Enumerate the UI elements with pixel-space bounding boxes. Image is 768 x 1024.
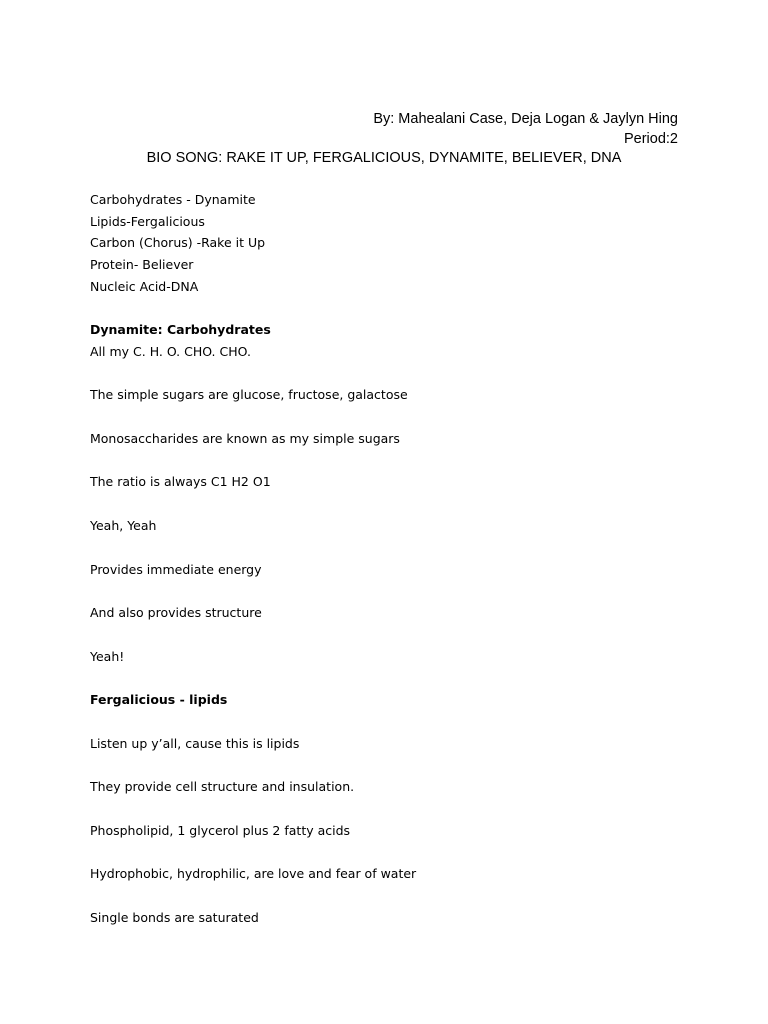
lyric-line: Listen up y’all, cause this is lipids xyxy=(90,736,300,751)
period-line: Period:2 xyxy=(623,131,678,147)
lyric-line: Monosaccharides are known as my simple sugars xyxy=(90,431,400,446)
authors-line: By: Mahealani Case, Deja Logan & Jaylyn Hing xyxy=(373,111,678,127)
lyric-line: Provides immediate energy xyxy=(90,562,262,577)
song-list-item: Lipids-Fergalicious xyxy=(90,214,205,229)
lyric-line: All my C. H. O. CHO. CHO. xyxy=(90,344,251,359)
lyric-line: They provide cell structure and insulation. xyxy=(90,779,355,794)
section-heading-fergalicious: Fergalicious - lipids xyxy=(90,692,228,707)
section-heading-dynamite: Dynamite: Carbohydrates xyxy=(90,322,271,337)
lyric-line: Yeah, Yeah xyxy=(90,518,157,533)
song-list-item: Carbon (Chorus) -Rake it Up xyxy=(90,235,266,250)
song-list-item: Carbohydrates - Dynamite xyxy=(90,192,256,207)
lyric-line: Yeah! xyxy=(90,649,125,664)
document-title: BIO SONG: RAKE IT UP, FERGALICIOUS, DYNAMITE, BELIEVER, DNA xyxy=(146,150,622,166)
lyric-line: Phospholipid, 1 glycerol plus 2 fatty acids xyxy=(90,823,351,838)
song-list-item: Protein- Believer xyxy=(90,257,194,272)
lyric-line: Single bonds are saturated xyxy=(90,910,259,925)
lyric-line: Hydrophobic, hydrophilic, are love and fear of water xyxy=(90,866,417,881)
song-list-item: Nucleic Acid-DNA xyxy=(90,279,199,294)
lyric-line: And also provides structure xyxy=(90,605,262,620)
lyric-line: The simple sugars are glucose, fructose, galactose xyxy=(90,387,408,402)
lyric-line: The ratio is always C1 H2 O1 xyxy=(90,474,271,489)
